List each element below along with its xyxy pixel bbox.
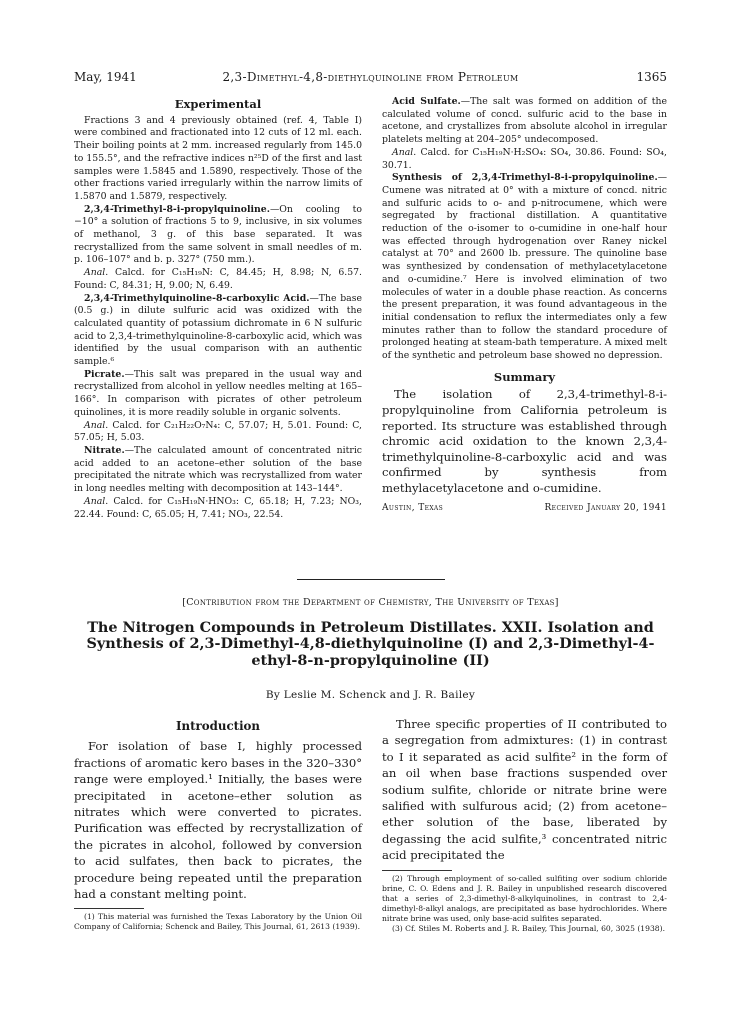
synthesis-paragraph — [382, 172, 667, 363]
footnote-rule — [74, 908, 144, 909]
acid-sulfate-paragraph — [382, 96, 667, 147]
anal-label: Anal. — [84, 267, 109, 279]
picrate-name: Picrate. — [84, 368, 125, 380]
analysis-paragraph — [382, 147, 667, 172]
picrate-paragraph — [74, 369, 362, 420]
article-title: The Nitrogen Compounds in Petroleum Distillates. XXII. Isolation and Synthesis of 2,3-Dimethyl-4,8-diethylquinoline (I) and 2,3-Dimethyl-4-ethyl-8-n-propylquinoline (II) — [86, 619, 655, 669]
acid-name: 2,3,4-Trimethylquinoline-8-carboxylic Acid. — [84, 292, 310, 304]
compound-name: 2,3,4-Trimethyl-8-i-propylquinoline. — [84, 203, 270, 215]
experimental-column — [74, 96, 362, 521]
summary-text: The isolation of 2,3,4-trimethyl-8-i-propylquinoline from California petroleum is reported. Its structure was established through chromic acid oxidation to the known 2,3,4-trimethylquinoline-8-carboxylic acid and was confirmed by synthesis from methylacetylacetone and o-cumidine. — [382, 387, 667, 496]
experimental-paragraph: Fractions 3 and 4 previously obtained (ref. 4, Table I) were combined and fractionated into 12 cuts of 12 ml. each. Their boiling points at 2 mm. increased regularly from 145.0 to 155.5°, and the refractive indices n²⁵D of the first and last samples were 1.5845 and 1.5890, respectively. Those of the other fractions varied irregularly within the narrow limits of 1.5870 and 1.5879, respectively. — [74, 114, 362, 202]
introduction-column-right — [382, 716, 667, 934]
synthesis-name: Synthesis of 2,3,4-Trimethyl-8-i-propylquinoline. — [392, 172, 658, 184]
separator-rule — [297, 579, 445, 580]
place: Austin, Texas — [382, 502, 444, 513]
analysis-text: Calcd. for C₁₅H₁₉N: C, 84.45; H, 8.98; N, 6.57. Found: C, 84.31; H, 9.00; N, 6.49. — [74, 267, 362, 291]
analysis-paragraph — [74, 267, 362, 292]
nitrate-text: —The calculated amount of concentrated nitric acid added to an acetone–ether solution of the base precipitated the nitrate which was recrystallized from water in long needles melting with decomposition at 143–144°. — [74, 444, 362, 495]
compound-paragraph — [74, 204, 362, 268]
summary-block — [382, 387, 667, 496]
acid-sulfate-text: —The salt was formed on addition of the calculated volume of concd. sulfuric acid to the base in acetone, and crystallizes from absolute alcohol in irregular platelets melting at 204–205° undecomposed. — [382, 96, 668, 146]
footnote-3: (3) Cf. Stiles M. Roberts and J. R. Bailey, This Journal, 60, 3025 (1938). — [392, 923, 665, 933]
page-number: 1365 — [636, 70, 667, 84]
acid-paragraph — [74, 293, 362, 369]
introduction-heading: Introduction — [175, 719, 260, 733]
nitrate-paragraph — [74, 445, 362, 496]
footnote-block — [74, 908, 362, 932]
received-date: Received January 20, 1941 — [544, 502, 667, 513]
compound-text: —On cooling to −10° a solution of fractions 5 to 9, inclusive, in six volumes of methanol, 3 g. of this base separated. It was recrystallized from the same solvent in small needles of m. p. 106–107° and b. p. 327° (750 mm.). — [74, 203, 362, 266]
acid-text: —The base (0.5 g.) in dilute sulfuric acid was oxidized with the calculated quantity of potassium dichromate in 6 N sulfuric acid to 2,3,4-trimethylquinoline-8-carboxylic acid, which was identified by the usual comparison with an authentic sample.⁶ — [74, 292, 362, 368]
header-date: May, 1941 — [74, 70, 137, 84]
introduction-text-right: Three specific properties of II contributed to a segregation from admixtures: (1) in contrast to I it separated as acid sulfite² in the form of an oil when base fractions suspended over sodium sulfite, chloride or nitrate brine were salified with sulfurous acid; (2) from acetone–ether solution of the base, liberated by degassing the acid sulfite,³ concentrated nitric acid precipitated the — [382, 717, 667, 863]
footnote-block-right — [382, 870, 667, 934]
byline: By Leslie M. Schenck and J. R. Bailey — [265, 689, 476, 701]
summary-heading: Summary — [493, 369, 556, 384]
running-header — [74, 70, 667, 90]
analysis-paragraph — [74, 496, 362, 521]
experimental-column-right — [382, 96, 667, 514]
picrate-text: —This salt was prepared in the usual way and recrystallized from alcohol in yellow needles melting at 165–166°. In comparison with picrates of other petroleum quinolines, it is more readily soluble in organic solvents. — [74, 368, 362, 418]
analysis-paragraph — [74, 420, 362, 445]
nitrate-name: Nitrate. — [84, 444, 125, 456]
acid-sulfate-name: Acid Sulfate. — [392, 96, 461, 107]
footnote-1: (1) This material was furnished the Texas Laboratory by the Union Oil Company of California; Schenck and Bailey, This Journal, 61, 2613 (1939). — [74, 912, 362, 932]
anal-label: Anal. — [392, 146, 417, 158]
header-title: 2,3-Dimethyl-4,8-diethylquinoline from Petroleum — [222, 70, 519, 84]
experimental-heading: Experimental — [174, 97, 262, 111]
analysis-text: Calcd. for C₁₅H₁₉N·HNO₃: C, 65.18; H, 7.23; NO₃, 22.44. Found: C, 65.05; H, 7.41; NO₃, 22.54. — [74, 495, 362, 520]
anal-label: Anal. — [84, 495, 109, 507]
analysis-text: Calcd. for C₁₅H₁₉N·H₂SO₄: SO₄, 30.86. Found: SO₄, 30.71. — [382, 146, 667, 171]
introduction-column — [74, 716, 362, 932]
anal-label: Anal. — [84, 419, 109, 431]
analysis-text: Calcd. for C₂₁H₂₂O₇N₄: C, 57.07; H, 5.01. Found: C, 57.05; H, 5.03. — [74, 419, 362, 444]
footnote-rule — [382, 870, 452, 871]
contribution-line: [Contribution from the Department of Chemistry, The University of Texas] — [182, 597, 559, 608]
synthesis-text: —Cumene was nitrated at 0° with a mixture of concd. nitric and sulfuric acids to o- and p-nitrocumene, which were segregated by fractional distillation. A quantitative reduction of the o-isomer to o-cumidine in one-half hour was effected through hydrogenation over Raney nickel catalyst at 70° and 2600 lb. pressure. The quinoline base was synthesized by condensation of methylacetylacetone and o-cumidine.⁷ Here is involved elimination of two molecules of water in a double phase reaction. As concerns the present preparation, it was found advantageous in the initial condensation to reflux the intermediates only a few minutes rather than to follow the standard procedure of prolonged heating at steam-bath temperature. A mixed melt of the synthetic and petroleum base showed no depression. — [382, 172, 667, 362]
introduction-text: For isolation of base I, highly processed fractions of aromatic kero bases in the 320–330° range were employed.¹ Initially, the bases were precipitated in acetone–ether solution as nitrates which were converted to picrates. Purification was effected by recrystallization of the picrates in alcohol, followed by conversion to acid sulfates, then back to picrates, the procedure being repeated until the preparation had a constant melting point. — [74, 739, 362, 902]
footnote-2: (2) Through employment of so-called sulfiting over sodium chloride brine, C. O. Edens and J. R. Bailey in unpublished research discovered that a series of 2,3-dimethyl-8-alkylquinolines, in contrast to 2,4-dimethyl-8-alkyl analogs, are precipitated as base hydrochlorides. Where nitrate brine was used, only base-acid sulfites separated. — [382, 873, 667, 923]
